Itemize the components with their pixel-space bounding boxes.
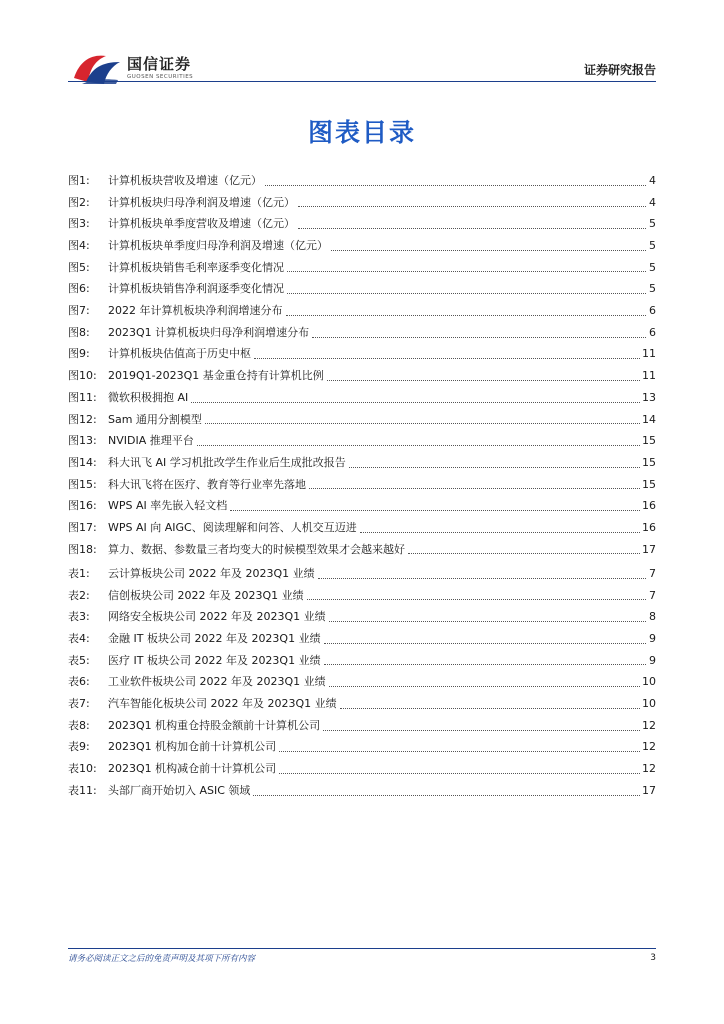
entry-page-number: 7 xyxy=(649,566,656,580)
figure-entry[interactable] xyxy=(68,474,656,496)
entry-title: 2022 年计算机板块净利润增速分布 xyxy=(108,304,283,318)
entry-title: 2023Q1 机构减仓前十计算机公司 xyxy=(108,762,277,776)
dot-leader xyxy=(230,510,640,511)
report-type-label: 证券研究报告 xyxy=(583,63,656,77)
entry-number: 图7: xyxy=(68,304,90,318)
dot-leader xyxy=(253,795,640,796)
entry-title: 汽车智能化板块公司 2022 年及 2023Q1 业绩 xyxy=(108,697,337,711)
table-entry[interactable] xyxy=(68,737,656,759)
figure-entry[interactable] xyxy=(68,300,656,322)
entry-title: 工业软件板块公司 2022 年及 2023Q1 业绩 xyxy=(108,675,326,689)
table-list xyxy=(68,563,656,802)
dot-leader xyxy=(286,315,647,316)
entry-title: 计算机板块归母净利润及增速（亿元） xyxy=(108,195,295,209)
page-title: 图表目录 xyxy=(307,118,416,147)
entry-number: 表1: xyxy=(68,566,90,580)
figure-entry[interactable] xyxy=(68,495,656,517)
figure-entry[interactable] xyxy=(68,517,656,539)
figure-entry[interactable] xyxy=(68,539,656,561)
entry-title: 科大讯飞将在医疗、教育等行业率先落地 xyxy=(108,477,306,491)
figure-entry[interactable] xyxy=(68,170,656,192)
entry-page-number: 4 xyxy=(649,173,656,187)
figure-entry[interactable] xyxy=(68,409,656,431)
dot-leader xyxy=(349,467,640,468)
table-entry[interactable] xyxy=(68,780,656,802)
figure-entry[interactable] xyxy=(68,235,656,257)
entry-number: 图4: xyxy=(68,239,90,253)
dot-leader xyxy=(340,708,640,709)
entry-title: 计算机板块单季度营收及增速（亿元） xyxy=(108,217,295,231)
entry-title: 2023Q1 机构重仓持股金额前十计算机公司 xyxy=(108,718,321,732)
dot-leader xyxy=(197,445,640,446)
table-entry[interactable] xyxy=(68,628,656,650)
entry-number: 图18: xyxy=(68,542,97,556)
dot-leader xyxy=(287,293,646,294)
entry-title: 2023Q1 计算机板块归母净利润增速分布 xyxy=(108,325,310,339)
entry-number: 图5: xyxy=(68,260,90,274)
table-entry[interactable] xyxy=(68,585,656,607)
table-entry[interactable] xyxy=(68,715,656,737)
dot-leader xyxy=(327,380,640,381)
dot-leader xyxy=(324,643,646,644)
figure-entry[interactable] xyxy=(68,365,656,387)
entry-title: 云计算板块公司 2022 年及 2023Q1 业绩 xyxy=(108,566,315,580)
entry-title: 计算机板块估值高于历史中枢 xyxy=(108,347,251,361)
entry-page-number: 10 xyxy=(642,697,656,711)
dot-leader xyxy=(318,578,646,579)
dot-leader xyxy=(254,358,640,359)
entry-title: 2019Q1-2023Q1 基金重仓持有计算机比例 xyxy=(108,369,324,383)
entry-title: 网络安全板块公司 2022 年及 2023Q1 业绩 xyxy=(108,610,326,624)
entry-page-number: 10 xyxy=(642,675,656,689)
entry-page-number: 7 xyxy=(649,588,656,602)
entry-page-number: 5 xyxy=(649,217,656,231)
entry-title: WPS AI 向 AIGC、阅读理解和问答、人机交互迈进 xyxy=(108,520,357,534)
header-divider xyxy=(68,81,656,82)
dot-leader xyxy=(360,532,640,533)
entry-page-number: 16 xyxy=(642,499,656,513)
dot-leader xyxy=(298,228,646,229)
footer-disclaimer: 请务必阅读正文之后的免责声明及其项下所有内容 xyxy=(68,954,256,964)
entry-number: 表9: xyxy=(68,740,90,754)
dot-leader xyxy=(331,250,646,251)
dot-leader xyxy=(323,730,640,731)
entry-page-number: 8 xyxy=(649,610,656,624)
entry-number: 表10: xyxy=(68,762,97,776)
table-entry[interactable] xyxy=(68,650,656,672)
dot-leader xyxy=(265,185,646,186)
entry-page-number: 6 xyxy=(649,325,656,339)
dot-leader xyxy=(298,206,646,207)
figure-list xyxy=(68,170,656,560)
entry-number: 图15: xyxy=(68,477,97,491)
entry-number: 图9: xyxy=(68,347,90,361)
entry-number: 图2: xyxy=(68,195,90,209)
figure-entry[interactable] xyxy=(68,387,656,409)
figure-entry[interactable] xyxy=(68,452,656,474)
entry-page-number: 13 xyxy=(642,390,656,404)
entry-number: 表4: xyxy=(68,632,90,646)
entry-number: 图3: xyxy=(68,217,90,231)
dot-leader xyxy=(408,553,640,554)
entry-title: 计算机板块销售毛利率逐季变化情况 xyxy=(108,260,284,274)
brand-name-english: GUOSEN SECURITIES xyxy=(127,74,194,80)
dot-leader xyxy=(287,271,646,272)
entry-title: 科大讯飞 AI 学习机批改学生作业后生成批改报告 xyxy=(108,455,346,469)
dot-leader xyxy=(191,402,640,403)
entry-page-number: 4 xyxy=(649,195,656,209)
entry-number: 图10: xyxy=(68,369,97,383)
entry-title: 计算机板块销售净利润逐季变化情况 xyxy=(108,282,284,296)
entry-page-number: 14 xyxy=(642,412,656,426)
entry-title: NVIDIA 推理平台 xyxy=(108,434,194,448)
footer-divider xyxy=(68,948,656,949)
table-entry[interactable] xyxy=(68,563,656,585)
entry-number: 表5: xyxy=(68,653,90,667)
entry-page-number: 9 xyxy=(649,653,656,667)
entry-page-number: 11 xyxy=(642,369,656,383)
dot-leader xyxy=(324,664,646,665)
entry-title: 医疗 IT 板块公司 2022 年及 2023Q1 业绩 xyxy=(108,653,321,667)
entry-title: Sam 通用分割模型 xyxy=(108,412,202,426)
figure-entry[interactable] xyxy=(68,430,656,452)
entry-number: 图1: xyxy=(68,173,90,187)
table-entry[interactable] xyxy=(68,693,656,715)
entry-page-number: 12 xyxy=(642,740,656,754)
entry-page-number: 5 xyxy=(649,239,656,253)
figure-entry[interactable] xyxy=(68,278,656,300)
entry-number: 图11: xyxy=(68,390,97,404)
dot-leader xyxy=(312,337,646,338)
entry-page-number: 11 xyxy=(642,347,656,361)
entry-title: 2023Q1 机构加仓前十计算机公司 xyxy=(108,740,277,754)
dot-leader xyxy=(279,773,640,774)
entry-page-number: 9 xyxy=(649,632,656,646)
figure-entry[interactable] xyxy=(68,257,656,279)
entry-number: 表11: xyxy=(68,783,97,797)
entry-number: 图8: xyxy=(68,325,90,339)
page-header xyxy=(0,0,724,90)
entry-page-number: 15 xyxy=(642,434,656,448)
entry-number: 表6: xyxy=(68,675,90,689)
entry-title: 微软积极拥抱 AI xyxy=(108,390,189,404)
dot-leader xyxy=(329,621,646,622)
entry-page-number: 17 xyxy=(642,542,656,556)
entry-number: 图16: xyxy=(68,499,97,513)
entry-page-number: 15 xyxy=(642,477,656,491)
entry-title: 信创板块公司 2022 年及 2023Q1 业绩 xyxy=(108,588,304,602)
entry-number: 表7: xyxy=(68,697,90,711)
entry-number: 图17: xyxy=(68,520,97,534)
dot-leader xyxy=(279,751,640,752)
entry-page-number: 12 xyxy=(642,718,656,732)
entry-title: 计算机板块单季度归母净利润及增速（亿元） xyxy=(108,239,328,253)
entry-page-number: 6 xyxy=(649,304,656,318)
entry-number: 表3: xyxy=(68,610,90,624)
entry-number: 图12: xyxy=(68,412,97,426)
entry-page-number: 15 xyxy=(642,455,656,469)
dot-leader xyxy=(329,686,640,687)
dot-leader xyxy=(205,423,640,424)
entry-title: 算力、数据、参数量三者均变大的时候模型效果才会越来越好 xyxy=(108,542,405,556)
dot-leader xyxy=(307,599,646,600)
entry-page-number: 12 xyxy=(642,762,656,776)
dot-leader xyxy=(309,488,640,489)
table-entry[interactable] xyxy=(68,758,656,780)
entry-title: 计算机板块营收及增速（亿元） xyxy=(108,173,262,187)
page-number: 3 xyxy=(650,953,656,963)
entry-number: 图14: xyxy=(68,455,97,469)
entry-page-number: 5 xyxy=(649,282,656,296)
entry-title: 金融 IT 板块公司 2022 年及 2023Q1 业绩 xyxy=(108,632,321,646)
brand-name: 国信证券 xyxy=(127,55,192,73)
table-entry[interactable] xyxy=(68,671,656,693)
entry-number: 图6: xyxy=(68,282,90,296)
entry-title: WPS AI 率先嵌入轻文档 xyxy=(108,499,228,513)
figure-entry[interactable] xyxy=(68,322,656,344)
entry-page-number: 17 xyxy=(642,783,656,797)
entry-page-number: 16 xyxy=(642,520,656,534)
figure-entry[interactable] xyxy=(68,344,656,366)
entry-number: 表2: xyxy=(68,588,90,602)
entry-title: 头部厂商开始切入 ASIC 领域 xyxy=(108,783,251,797)
figure-entry[interactable] xyxy=(68,213,656,235)
entry-number: 表8: xyxy=(68,718,90,732)
figure-entry[interactable] xyxy=(68,192,656,214)
entry-number: 图13: xyxy=(68,434,97,448)
table-entry[interactable] xyxy=(68,606,656,628)
entry-page-number: 5 xyxy=(649,260,656,274)
